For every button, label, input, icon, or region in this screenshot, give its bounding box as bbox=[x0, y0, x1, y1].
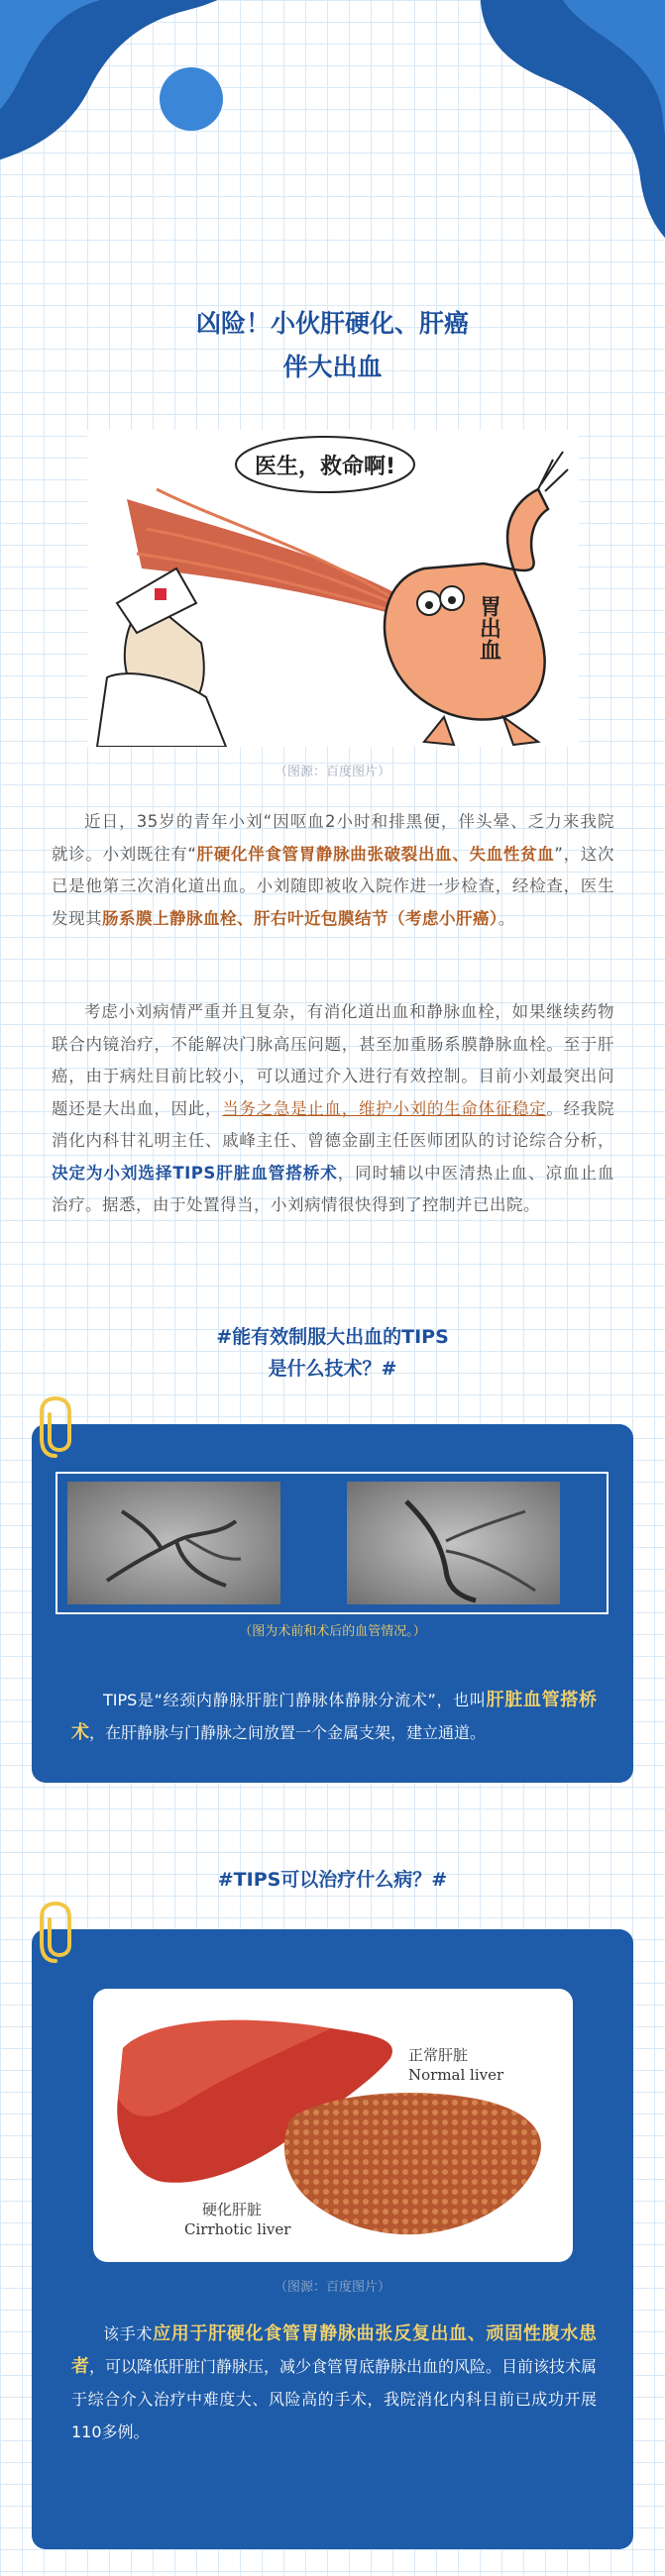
section-heading-tips: #能有效制服大出血的TIPS 是什么技术？# bbox=[216, 1326, 449, 1380]
article-title bbox=[0, 302, 665, 389]
cartoon-image bbox=[87, 430, 579, 747]
header-wave-decoration bbox=[0, 0, 297, 168]
normal-liver-en: Normal liver bbox=[408, 2066, 504, 2084]
highlight-indications: 应用于肝硬化食管胃静脉曲张反复出血、顽固性腹水患者 bbox=[71, 2323, 597, 2377]
liver-comparison-image bbox=[93, 1989, 573, 2262]
cirrhotic-liver-cn: 硬化肝脏 bbox=[202, 2201, 263, 2218]
cirrhotic-liver-en: Cirrhotic liver bbox=[184, 2220, 291, 2238]
angiogram-caption: （图为术前和术后的血管情况。） bbox=[239, 1624, 426, 1639]
post-op-angiogram bbox=[347, 1482, 560, 1604]
pre-op-angiogram bbox=[67, 1482, 280, 1604]
highlight-decision: 决定为小刘选择TIPS肝脏血管搭桥术 bbox=[52, 1163, 338, 1183]
speech-bubble-text: 医生，救命啊! bbox=[254, 455, 396, 479]
normal-liver-cn: 正常肝脏 bbox=[408, 2046, 469, 2064]
image-caption: （图源：百度图片） bbox=[274, 765, 390, 779]
highlight-findings: 肠系膜上静脉血栓、肝右叶近包膜结节（考虑小肝癌） bbox=[102, 908, 499, 928]
liver-image-caption: （图源：百度图片） bbox=[274, 2280, 390, 2295]
paragraph-treatment: 考虑小刘病情严重并且复杂，有消化道出血和静脉血栓，如果继续药物联合内镜治疗，不能解决门脉高压问题，甚至加重肠系膜静脉血栓。至于肝癌，由于病灶目前比较小，可以通过介入进行有效控制。目前小刘最突出问题还是大出血，因此，当务之急是止血，维护小刘的生命体征稳定。经我院消化内科甘礼明主任、戚峰主任、曾德金副主任医师团队的讨论综合分析，决定为小刘选择TIPS肝脏血管搭桥术，同时辅以中医清热止血、凉血止血治疗。据悉，由于处置得当，小刘病情很快得到了控制并已出院。 bbox=[52, 1002, 615, 1214]
stomach-label-text: 胃出血 bbox=[476, 595, 501, 661]
tips-definition-text: TIPS是“经颈内静脉肝脏门静脉体静脉分流术”，也叫肝脏血管搭桥术，在肝静脉与门静脉之间放置一个金属支架，建立通道。 bbox=[71, 1690, 597, 1743]
indications-text: 该手术应用于肝硬化食管胃静脉曲张反复出血、顽固性腹水患者，可以降低肝脏门静脉压，减少食管胃底静脉出血的风险。目前该技术属于综合介入治疗中难度大、风险高的手术，我院消化内科目前已成功开展110多例。 bbox=[71, 2323, 598, 2441]
tips-info-card bbox=[32, 1424, 633, 1783]
underline-priority: 当务之急是止血，维护小刘的生命体征稳定 bbox=[222, 1098, 547, 1118]
highlight-diagnosis: 肝硬化伴食管胃静脉曲张破裂出血、失血性贫血 bbox=[196, 844, 555, 864]
indications-card bbox=[32, 1929, 633, 2549]
title-line-1: 凶险！小伙肝硬化、肝癌 bbox=[195, 309, 469, 338]
paperclip-icon bbox=[36, 1900, 75, 1965]
paperclip-icon bbox=[36, 1394, 75, 1460]
header-wave-decoration-right bbox=[368, 0, 665, 258]
angiography-frame bbox=[55, 1472, 609, 1614]
title-line-2: 伴大出血 bbox=[282, 353, 383, 381]
section-heading-indications: #TIPS可以治疗什么病？# bbox=[217, 1869, 448, 1891]
paragraph-intro: 近日，35岁的青年小刘“因呕血2小时和排黑便，伴头晕、乏力来我院就诊。小刘既往有“肝硬化伴食管胃静脉曲张破裂出血、失血性贫血”，这次已是他第三次消化道出血。小刘随即被收入院作进一步检查，经检查，医生发现其肠系膜上静脉血栓、肝右叶近包膜结节（考虑小肝癌）。 bbox=[52, 812, 614, 928]
highlight-tips-name: 肝脏血管搭桥术 bbox=[71, 1690, 597, 1743]
